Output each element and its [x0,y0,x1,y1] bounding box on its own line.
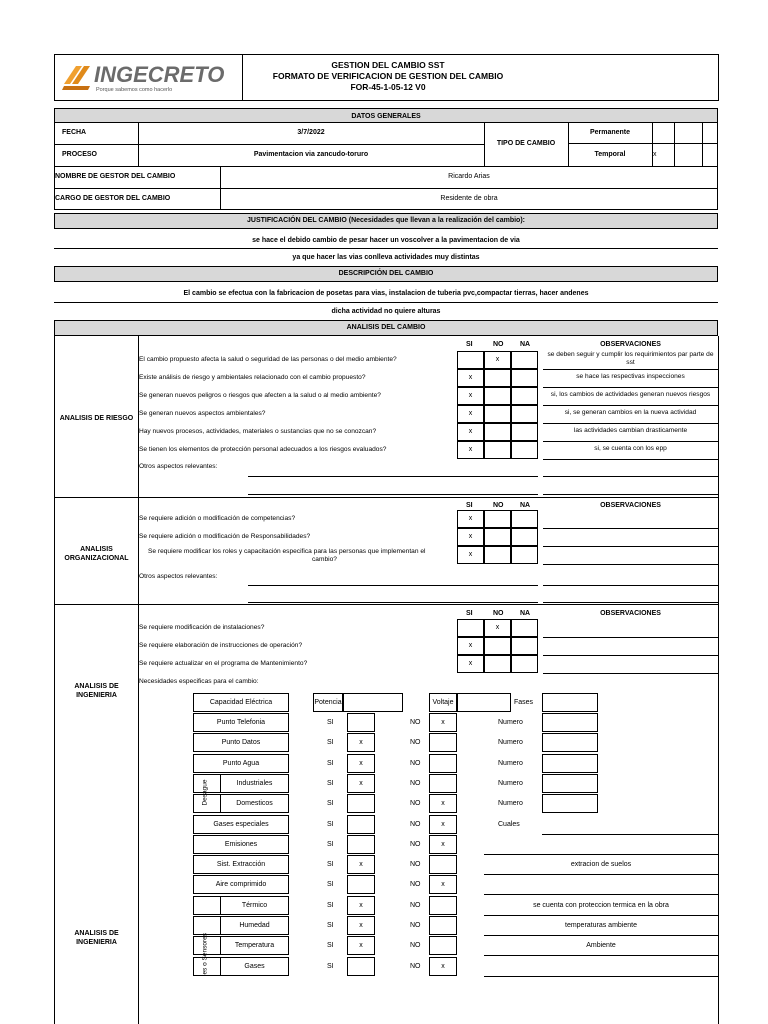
nombre-gestor-label: NOMBRE DE GESTOR DEL CAMBIO [55,173,176,180]
need-item-label: Sist. Extracción [193,855,289,874]
riesgo-no-cell[interactable]: x [484,351,511,369]
need-no-label: NO [410,861,421,868]
ing-question: Se requiere modificación de instalaciones? [139,624,265,631]
obs-line [543,369,718,370]
need-si-label: SI [327,861,334,868]
riesgo-observacion[interactable]: si, se generan cambios en la nueva actividad [564,409,697,416]
need-si-cell[interactable] [347,875,375,894]
col-no: NO [493,610,504,617]
need-item-label: Térmico [220,896,289,915]
org-no-cell[interactable] [484,528,511,546]
riesgo-na-cell[interactable] [511,441,538,459]
riesgo-na-cell[interactable] [511,387,538,405]
ing-na-cell[interactable] [511,655,538,673]
riesgo-si-cell[interactable]: x [457,441,484,459]
fecha-label: FECHA [62,129,87,136]
row-line [54,188,718,189]
need-no-label: NO [410,800,421,807]
need-si-cell[interactable] [347,957,375,976]
need-no-label: NO [410,780,421,787]
row-line [54,166,718,167]
riesgo-na-cell[interactable] [511,351,538,369]
obs-line [543,405,718,406]
ing-si-cell[interactable]: x [457,637,484,655]
desague-label: Desague [201,779,209,806]
row-line [54,302,718,303]
band-justificacion: JUSTIFICACIÓN DEL CAMBIO (Necesidades que llevan a la realización del cambio): [54,213,718,229]
need-item-label: Gases especiales [193,815,289,834]
need-item-label: Temperatura [220,936,289,955]
riesgo-observacion[interactable]: las actividades cambian drasticamente [573,427,688,434]
need-observacion[interactable]: se cuenta con proteccion termica en la obra [533,902,669,909]
need-obs-line [484,915,718,916]
need-extra-label: Numero [498,800,523,807]
org-si-cell[interactable]: x [457,528,484,546]
riesgo-no-cell[interactable] [484,387,511,405]
ing-question: Se requiere actualizar en el programa de Mantenimiento? [139,660,308,667]
nombre-gestor-value[interactable]: Ricardo Arias [448,173,490,180]
need-no-label: NO [410,821,421,828]
answer-line [543,585,718,586]
need-item-label: Domesticos [220,794,289,813]
need-extra-label: Numero [498,760,523,767]
capacidad-electrica-label: Capacidad Eléctrica [193,693,289,712]
need-no-cell[interactable] [429,754,457,773]
group-side-cell [193,896,220,915]
proceso-label: PROCESO [62,151,98,158]
riesgo-question: Existe análisis de riesgo y ambientales relacionado con el cambio propuesto? [139,374,366,381]
need-si-label: SI [327,760,334,767]
need-obs-line [484,854,718,855]
org-na-cell[interactable] [511,510,538,528]
answer-line [248,585,538,586]
need-si-cell[interactable]: x [347,774,375,793]
answer-line [543,476,718,477]
potencia-label: Potencia [313,693,343,712]
desague-group-label [201,775,209,815]
need-number-input[interactable] [542,733,598,752]
title-line-3: FOR-45-1-05-12 V0 [350,82,426,92]
need-no-cell[interactable] [429,936,457,955]
temporal-label: Temporal [594,151,626,158]
org-no-cell[interactable] [484,546,511,564]
otros-organizacional-label: Otros aspectos relevantes: [139,573,218,580]
ingenieria-label-2b: INGENIERIA [76,939,117,946]
ing-na-cell[interactable] [511,637,538,655]
need-si-label: SI [327,922,334,929]
org-no-cell[interactable] [484,510,511,528]
col-observaciones: OBSERVACIONES [600,502,661,509]
obs-line [543,637,718,638]
need-obs-line [484,874,718,875]
col-no: NO [493,341,504,348]
obs-line [543,528,718,529]
riesgo-observacion[interactable]: se deben seguir y cumplir los requirimientos par parte de sst [547,351,714,366]
org-si-cell[interactable]: x [457,546,484,564]
col-no: NO [493,502,504,509]
col-line [702,122,703,166]
obs-line [543,546,718,547]
title-line-2: FORMATO DE VERIFICACION DE GESTION DEL CAMBIO [272,71,504,81]
need-si-label: SI [327,963,334,970]
need-si-label: SI [327,841,334,848]
proceso-value[interactable]: Pavimentacion via zancudo-toruro [253,151,369,158]
riesgo-no-cell[interactable] [484,423,511,441]
descripcion-line-1[interactable]: El cambio se efectua con la fabricacion de posetas para vias, instalacion de tuberia pvc,compactar tierras, hacer andenes [183,290,589,297]
need-no-cell[interactable] [429,774,457,793]
need-item-label: Aire comprimido [193,875,289,894]
need-si-label: SI [327,821,334,828]
voltaje-label: Voltaje [429,693,457,712]
voltaje-input[interactable] [457,693,511,712]
riesgo-si-cell[interactable]: x [457,423,484,441]
ingenieria-label-1: ANALISIS DE [74,683,119,690]
need-extra-label: Cuales [498,821,520,828]
col-si: SI [466,341,473,348]
org-na-cell[interactable] [511,528,538,546]
ing-si-cell[interactable] [457,619,484,637]
need-item-label: Punto Agua [193,754,289,773]
col-observaciones: OBSERVACIONES [600,341,661,348]
riesgo-si-cell[interactable] [457,351,484,369]
need-no-label: NO [410,963,421,970]
ing-si-cell[interactable]: x [457,655,484,673]
col-na: NA [520,341,531,348]
org-question: Se requiere adición o modificación de Responsabilidades? [139,533,311,540]
need-no-cell[interactable] [429,896,457,915]
need-observacion[interactable]: extracion de suelos [570,861,632,868]
need-item-label: Emisiones [193,835,289,854]
riesgo-observacion[interactable]: se hace las respectivas inspecciones [576,373,685,380]
descripcion-line-2[interactable]: dicha actividad no quiere alturas [331,308,441,315]
riesgo-question: Hay nuevos procesos, actividades, materiales o sustancias que no se conozcan? [139,428,377,435]
need-si-cell[interactable]: x [347,754,375,773]
riesgo-question: El cambio propuesto afecta la salud o seguridad de las personas o del medio ambiente? [139,356,397,363]
need-extra-label: Numero [498,739,523,746]
need-number-input[interactable] [542,713,598,732]
riesgo-si-cell[interactable]: x [457,405,484,423]
need-no-label: NO [410,719,421,726]
need-no-label: NO [410,922,421,929]
fecha-value[interactable]: 3/7/2022 [297,129,325,136]
need-no-cell[interactable]: x [429,957,457,976]
temporal-checkbox[interactable]: x [653,151,657,158]
col-line [674,122,675,166]
need-observacion[interactable]: temperaturas ambiente [565,922,637,929]
riesgo-no-cell[interactable] [484,405,511,423]
justificacion-line-2[interactable]: ya que hacer las vias conlleva actividades muy distintas [292,254,480,261]
riesgo-na-cell[interactable] [511,405,538,423]
riesgo-observacion[interactable]: si, se cuenta con los epp [594,445,667,452]
need-si-label: SI [327,780,334,787]
obs-line [543,459,718,460]
need-no-label: NO [410,841,421,848]
riesgo-si-cell[interactable]: x [457,369,484,387]
otros-riesgo-label: Otros aspectos relevantes: [139,463,218,470]
right-border [718,336,719,1024]
obs-line [543,564,718,565]
obs-line [543,441,718,442]
band-descripcion: DESCRIPCIÓN DEL CAMBIO [54,266,718,282]
need-item-label: Gases [220,957,289,976]
tipo-cambio-label: TIPO DE CAMBIO [496,140,556,147]
need-si-label: SI [327,942,334,949]
riesgo-observacion[interactable]: si, los cambios de actividades generan nuevos riesgos [550,391,711,398]
fases-label: Fases [514,699,534,706]
ingenieria-label-1b: ANALISIS DE [74,930,119,937]
cargo-gestor-label: CARGO DE GESTOR DEL CAMBIO [55,195,171,202]
obs-line [543,673,718,674]
need-si-label: SI [327,800,334,807]
section-line [54,497,718,498]
riesgo-na-cell[interactable] [511,369,538,387]
cargo-gestor-value[interactable]: Residente de obra [440,195,498,202]
organizacional-label-1: ANALISIS [80,546,113,553]
col-line [652,122,653,166]
row-line [54,144,484,145]
riesgo-si-cell[interactable]: x [457,387,484,405]
answer-line [248,602,538,603]
answer-line [543,602,718,603]
sensores-group-label [201,935,209,980]
need-number-input[interactable] [542,754,598,773]
permanente-label: Permanente [589,129,631,136]
logo-text: INGECRETO [94,62,225,87]
org-question-cont: cambio? [312,556,337,563]
left-border [54,336,55,1024]
need-si-cell[interactable]: x [347,896,375,915]
need-si-cell[interactable] [347,794,375,813]
need-obs-line [484,894,718,895]
need-no-label: NO [410,942,421,949]
need-no-cell[interactable] [429,916,457,935]
need-obs-line [484,976,718,977]
necesidades-label: Necesidades especificas para el cambio: [139,678,259,685]
need-no-label: NO [410,739,421,746]
org-na-cell[interactable] [511,546,538,564]
riesgo-question: Se generan nuevos aspectos ambientales? [139,410,266,417]
need-no-cell[interactable] [429,855,457,874]
col-na: NA [520,610,531,617]
riesgo-question: Se tienen los elementos de protección personal adecuados a los riesgos evaluados? [139,446,387,453]
need-item-label: Humedad [220,916,289,935]
col-na: NA [520,502,531,509]
need-no-cell[interactable] [429,733,457,752]
col-observaciones: OBSERVACIONES [600,610,661,617]
riesgo-question: Se generan nuevos peligros o riesgos que afecten a la salud o al medio ambiente? [139,392,381,399]
need-cuales-line [542,834,718,835]
need-si-label: SI [327,739,334,746]
band-datos-generales: DATOS GENERALES [54,108,718,123]
need-no-cell[interactable]: x [429,875,457,894]
org-question: Se requiere adición o modificación de competencias? [139,515,296,522]
organizacional-label-2: ORGANIZACIONAL [64,555,129,562]
need-no-cell[interactable]: x [429,794,457,813]
answer-line [248,494,538,495]
need-si-cell[interactable]: x [347,916,375,935]
ingenieria-label-2: INGENIERIA [76,692,117,699]
need-no-cell[interactable]: x [429,835,457,854]
need-observacion[interactable]: Ambiente [586,942,616,949]
need-no-label: NO [410,881,421,888]
need-no-label: NO [410,760,421,767]
org-si-cell[interactable]: x [457,510,484,528]
row-line [54,248,718,249]
band-analisis: ANALISIS DEL CAMBIO [54,320,718,336]
need-si-cell[interactable] [347,835,375,854]
riesgo-no-cell[interactable] [484,441,511,459]
potencia-input[interactable] [343,693,403,712]
org-question: Se requiere modificar los roles y capacitación especifica para las personas que implementan el [148,548,426,555]
need-obs-line [484,935,718,936]
answer-line [248,476,538,477]
logo-tagline: Porque sabemos como hacerlo [96,87,173,93]
need-item-label: Industriales [220,774,289,793]
title-line-1: GESTION DEL CAMBIO SST [331,60,445,70]
riesgo-na-cell[interactable] [511,423,538,441]
need-si-cell[interactable]: x [347,733,375,752]
riesgo-no-cell[interactable] [484,369,511,387]
col-si: SI [466,610,473,617]
need-obs-line [484,955,718,956]
need-number-input[interactable] [542,794,598,813]
need-no-cell[interactable]: x [429,815,457,834]
need-no-label: NO [410,902,421,909]
need-si-cell[interactable] [347,713,375,732]
need-si-label: SI [327,902,334,909]
justificacion-line-1[interactable]: se hace el debido cambio de pesar hacer un voscolver a la pavimentacion de via [252,237,520,244]
ing-na-cell[interactable] [511,619,538,637]
fases-input[interactable] [542,693,598,712]
need-si-label: SI [327,881,334,888]
need-number-input[interactable] [542,774,598,793]
need-si-label: SI [327,719,334,726]
need-si-cell[interactable]: x [347,936,375,955]
answer-line [543,494,718,495]
obs-line [543,387,718,388]
obs-line [543,655,718,656]
sensores-label: les o Sensores [201,933,209,976]
ing-question: Se requiere elaboración de instrucciones de operación? [139,642,303,649]
need-si-cell[interactable] [347,815,375,834]
need-si-cell[interactable]: x [347,855,375,874]
ing-no-cell[interactable]: x [484,619,511,637]
section-line [54,604,718,605]
row-line [568,143,718,144]
col-si: SI [466,502,473,509]
company-logo [62,60,240,96]
riesgo-label: ANALISIS DE RIESGO [59,415,134,422]
ing-no-cell[interactable] [484,637,511,655]
logo-mark-icon [62,62,94,92]
obs-line [543,423,718,424]
ing-no-cell[interactable] [484,655,511,673]
need-no-cell[interactable]: x [429,713,457,732]
need-extra-label: Numero [498,780,523,787]
need-item-label: Punto Telefonia [193,713,289,732]
need-extra-label: Numero [498,719,523,726]
need-item-label: Punto Datos [193,733,289,752]
